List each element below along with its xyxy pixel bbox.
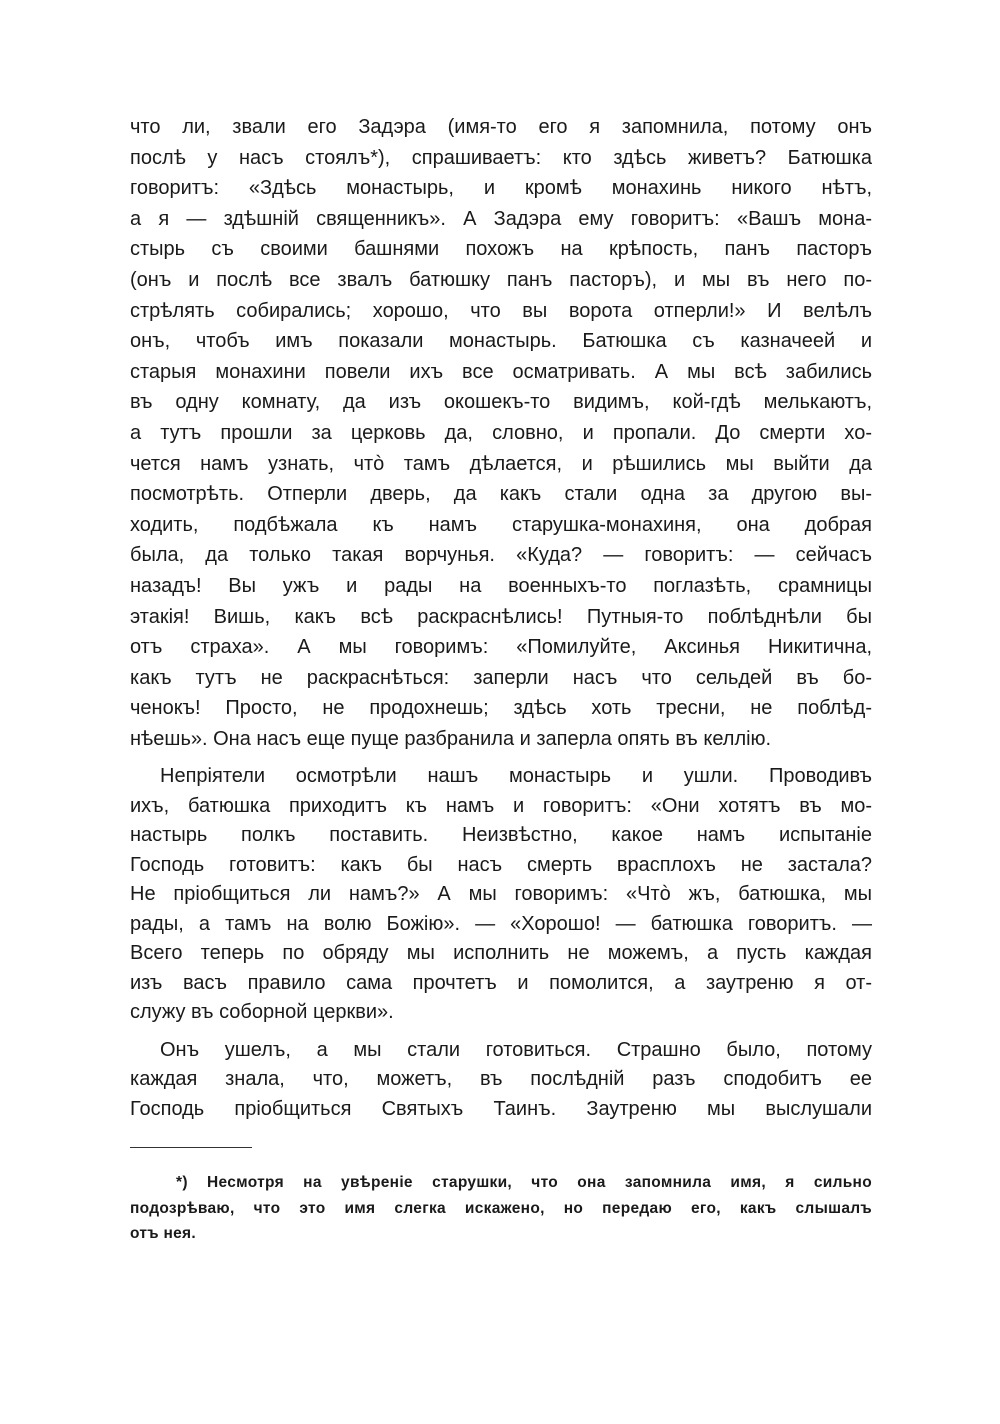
text-line: отъ нея. — [130, 1225, 197, 1242]
text-line: Господь готовитъ: какъ бы насъ смерть врасплохъ не застала? — [130, 853, 872, 876]
text-line: онъ, чтобъ имъ показали монастырь. Батюшка съ казначеей и — [130, 330, 872, 353]
text-line: Непріятели осмотрѣли нашъ монастырь и ушли. Проводивъ — [160, 765, 872, 788]
text-line: чется намъ узнать, чтò тамъ дѣлается, и рѣшились мы выйти да — [130, 452, 872, 475]
text-line: послѣ у насъ стоялъ*), спрашиваетъ: кто здѣсь живетъ? Батюшка — [130, 146, 872, 169]
text-line: каждая знала, что, можетъ, въ послѣдній разъ сподобитъ ее — [130, 1068, 872, 1091]
text-line: а тутъ прошли за церковь да, словно, и пропали. До смерти хо- — [130, 421, 872, 444]
text-line: нѣешь». Она насъ еще пуще разбранила и заперла опять въ келлію. — [130, 727, 772, 750]
text-line: ихъ, батюшка приходитъ къ намъ и говоритъ: «Они хотятъ въ мо- — [130, 794, 872, 817]
text-line: какъ тутъ не раскраснѣться: заперли насъ что сельдей въ бо- — [130, 666, 872, 689]
paragraph-2 — [130, 762, 872, 1028]
footnote-divider — [130, 1147, 252, 1148]
text-line: (онъ и послѣ все звалъ батюшку панъ пасторъ), и мы въ него по- — [130, 268, 872, 291]
text-line: рады, а тамъ на волю Божію». — «Хорошо! — батюшка говоритъ. — — [130, 912, 872, 935]
text-line: настырь полкъ поставить. Неизвѣстно, какое намъ испытаніе — [130, 824, 872, 847]
paragraph-3 — [130, 1036, 872, 1125]
paragraph-1 — [130, 112, 872, 754]
text-line: Не пріобщиться ли намъ?» А мы говоримъ: «Чтò жъ, батюшка, мы — [130, 883, 872, 906]
text-line: подозрѣваю, что это имя слегка искажено, но передаю его, какъ слышалъ — [130, 1199, 872, 1217]
text-line: *) Несмотря на увѣреніе старушки, что она запомнила имя, я сильно — [176, 1174, 872, 1191]
text-line: стрѣлять собирались; хорошо, что вы ворота отперли!» И велѣлъ — [130, 299, 872, 322]
text-line: старыя монахини повели ихъ все осматривать. А мы всѣ забились — [130, 360, 872, 383]
text-line: Господь пріобщиться Святыхъ Таинъ. Заутреню мы выслушали — [130, 1097, 872, 1120]
text-line: Всего теперь по обряду мы исполнить не можемъ, а пусть каждая — [130, 942, 872, 965]
text-line: говоритъ: «Здѣсь монастырь, и кромѣ монахинь никого нѣтъ, — [130, 177, 872, 200]
footnote — [130, 1170, 872, 1247]
text-line: ченокъ! Просто, не продохнешь; здѣсь хоть тресни, не поблѣд- — [130, 697, 872, 720]
text-line: отъ страха». А мы говоримъ: «Помилуйте, Аксинья Никитична, — [130, 636, 872, 659]
text-line: въ одну комнату, да изъ окошекъ-то видимъ, кой-гдѣ мелькаютъ, — [130, 391, 872, 414]
text-line: этакія! Вишь, какъ всѣ раскраснѣлись! Путныя-то поблѣднѣли бы — [130, 605, 872, 628]
text-line: Онъ ушелъ, а мы стали готовиться. Страшно было, потому — [160, 1038, 872, 1061]
text-line: что ли, звали его Задэра (имя-то его я запомнила, потому онъ — [130, 116, 872, 138]
text-line: стырь съ своими башнями похожъ на крѣпость, панъ пасторъ — [130, 238, 872, 261]
text-line: а я — здѣшній священникъ». А Задэра ему говоритъ: «Вашъ мона- — [130, 207, 872, 230]
text-line: изъ васъ правило сама прочтетъ и помолится, а заутреню я от- — [130, 971, 872, 994]
page-body — [130, 112, 872, 1124]
text-line: ходить, подбѣжала къ намъ старушка-монахиня, она добрая — [130, 513, 872, 536]
text-line: служу въ соборной церкви». — [130, 1001, 394, 1024]
text-line: была, да только такая ворчунья. «Куда? — говоритъ: — сейчасъ — [130, 544, 872, 567]
text-line: назадъ! Вы ужъ и рады на военныхъ-то поглазѣть, срамницы — [130, 574, 872, 597]
text-line: посмотрѣть. Отперли дверь, да какъ стали одна за другою вы- — [130, 483, 872, 506]
